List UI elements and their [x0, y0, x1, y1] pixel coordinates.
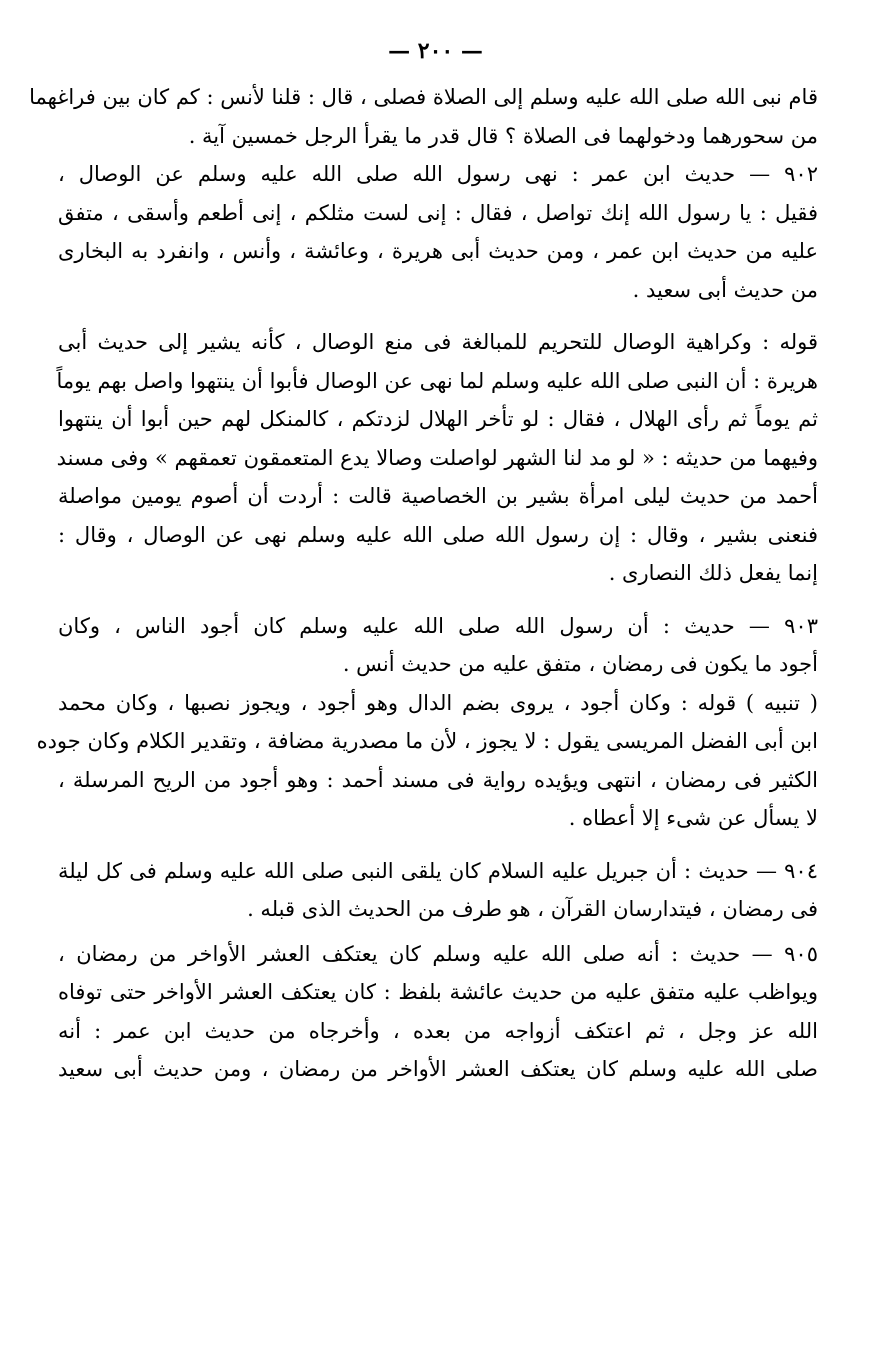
text-line: قام نبى الله صلى الله عليه وسلم إلى الصلاة فصلى ، قال : قلنا لأنس : كم كان بين فراغهما	[29, 85, 818, 109]
page-body	[29, 78, 818, 1089]
text-line: ويواظب عليه متفق عليه من حديث عائشة بلفظ : كان يعتكف العشر الأواخر حتى توفاه	[58, 980, 818, 1004]
commentary-line: ثم يوماً ثم رأى الهلال ، فقال : لو تأخر الهلال لزدتكم ، كالمنكل لهم حين أبوا أن ينتهوا	[58, 407, 818, 431]
text-line: عليه من حديث ابن عمر ، ومن حديث أبى هريرة ، وعائشة ، وأنس ، وانفرد به البخارى	[58, 239, 818, 263]
text-line: فى رمضان ، فيتدارسان القرآن ، هو طرف من الحديث الذى قبله .	[247, 897, 818, 921]
commentary-line: وفيهما من حديثه : « لو مد لنا الشهر لواصلت وصالا يدع المتعمقون تعمقهم » وفى مسند	[56, 445, 818, 470]
commentary-line: هريرة : أن النبى صلى الله عليه وسلم لما نهى عن الوصال فأبوا أن ينتهوا واصل بهم يوماً	[56, 368, 818, 393]
paragraph-gap	[58, 593, 818, 607]
commentary-line: فنعنى بشير ، وقال : إن رسول الله صلى الله عليه وسلم نهى عن الوصال ، وقال :	[58, 522, 818, 547]
text-line: فقيل : يا رسول الله إنك تواصل ، فقال : إنى لست مثلكم ، إنى أطعم وأسقى ، متفق	[58, 200, 818, 225]
paragraph-gap	[58, 309, 818, 323]
hadith-905-heading: ٩٠٥ — حديث : أنه صلى الله عليه وسلم كان يعتكف العشر الأواخر من رمضان ،	[58, 941, 818, 966]
hadith-902-heading: ٩٠٢ — حديث ابن عمر : نهى رسول الله صلى الله عليه وسلم عن الوصال ،	[58, 162, 818, 186]
text-line: من سحورهما ودخولهما فى الصلاة ؟ قال قدر ما يقرأ الرجل خمسين آية .	[188, 123, 818, 148]
text-line: الله عز وجل ، ثم اعتكف أزواجه من بعده ، وأخرجاه من حديث ابن عمر : أنه	[58, 1018, 818, 1043]
note-line: لا يسأل عن شىء إلا أعطاه .	[568, 806, 818, 830]
commentary-line: إنما يفعل ذلك النصارى .	[608, 561, 818, 585]
hadith-903-heading: ٩٠٣ — حديث : أن رسول الله صلى الله عليه وسلم كان أجود الناس ، وكان	[58, 613, 818, 638]
text-line: أجود ما يكون فى رمضان ، متفق عليه من حديث أنس .	[342, 652, 818, 676]
hadith-904-heading: ٩٠٤ — حديث : أن جبريل عليه السلام كان يلقى النبى صلى الله عليه وسلم فى كل ليلة	[58, 858, 818, 883]
text-line: من حديث أبى سعيد .	[632, 277, 818, 302]
note-line: الكثير فى رمضان ، انتهى ويؤيده رواية فى مسند أحمد : وهو أجود من الريح المرسلة ،	[58, 767, 818, 792]
page-number: — ٢٠٠ —	[388, 38, 483, 64]
paragraph-gap	[58, 838, 818, 852]
commentary-line: أحمد من حديث ليلى امرأة بشير بن الخصاصية قالت : أردت أن أصوم يومين مواصلة	[58, 484, 818, 508]
note-line: ( تنبيه ) قوله : وكان أجود ، يروى بضم الدال وهو أجود ، ويجوز نصبها ، وكان محمد	[58, 690, 818, 715]
text-line: صلى الله عليه وسلم كان يعتكف العشر الأواخر من رمضان ، ومن حديث أبى سعيد	[58, 1057, 818, 1081]
note-line: ابن أبى الفضل المريسى يقول : لا يجوز ، لأن ما مصدرية مضافة ، وتقدير الكلام وكان جوده	[36, 729, 818, 753]
commentary-line: قوله : وكراهية الوصال للتحريم للمبالغة فى منع الوصال ، كأنه يشير إلى حديث أبى	[58, 330, 818, 354]
